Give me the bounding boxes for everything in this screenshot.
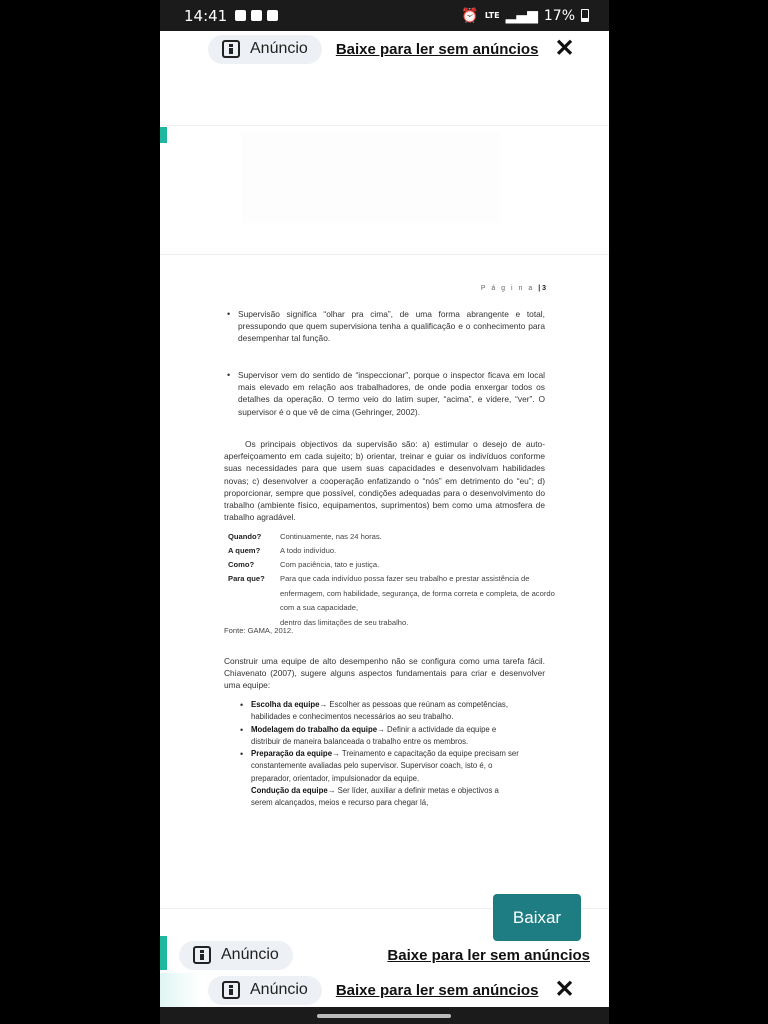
ad-label: Anúncio bbox=[250, 40, 308, 57]
snapchat-icon bbox=[235, 10, 246, 21]
qa-question: Para que? bbox=[228, 574, 265, 583]
list-item bbox=[251, 748, 519, 785]
qa-row bbox=[228, 544, 558, 558]
list-item-title: Condução da equipe bbox=[251, 786, 328, 796]
remove-ads-link[interactable]: Baixe para ler sem anúncios bbox=[335, 981, 539, 999]
ad-bar-middle bbox=[160, 937, 609, 973]
remove-ads-link[interactable]: Baixe para ler sem anúncios bbox=[335, 40, 539, 58]
paragraph-equipe: Construir uma equipe de alto desempenho não se configura como uma tarefa fácil. Chiavenato (2007), sugere alguns aspectos fundamentais para criar e desenvolver uma equipe: bbox=[224, 656, 545, 691]
list-item-text: → Ser líder, auxiliar a definir metas e objectivos a serem alcançados, meios e recurso para chegar lá, bbox=[251, 786, 499, 808]
list-item-title: Modelagem do trabalho da equipe bbox=[251, 724, 378, 734]
qa-row bbox=[228, 558, 558, 572]
qa-answer: Para que cada indivíduo possa fazer seu trabalho e prestar assistência de enfermagem, com habilidade, segurança, de forma correta e completa, de acordo com a sua capacidade, bbox=[280, 574, 555, 612]
alarm-icon: ⏰ bbox=[461, 7, 479, 24]
qa-answer: Continuamente, nas 24 horas. bbox=[280, 532, 382, 541]
list-item bbox=[251, 785, 519, 810]
message-icon bbox=[251, 10, 262, 21]
notification-icons bbox=[235, 10, 278, 21]
page-number-value: | 3 bbox=[538, 285, 546, 292]
paragraph-objectivos: Os principais objectivos da supervisão são: a) estimular o desejo de auto-aperfeiçoamento em cada sujeito; b) orientar, treinar e guiar os indivíduos conforme suas necessidades para que usem suas capacidades e desenvolvam habilidades novas; c) desenvolver a cooperação enfatizando o “nós” em detrimento do “eu”; d) proporcionar, sempre que possível, condições adequadas para o desenvolvimento do trabalho (ambiente físico, equipamentos, suprimentos) bem como uma atmosfera de trabalho agradável. bbox=[224, 439, 545, 523]
download-button[interactable]: Baixar bbox=[493, 894, 581, 941]
page-marker bbox=[160, 127, 167, 143]
list-item bbox=[251, 724, 519, 749]
qa-answer: Com paciência, tato e justiça. bbox=[280, 560, 380, 569]
list-item-text: → Treinamento e capacitação da equipe precisam ser constantemente avaliadas pelo supervisor. Supervisor coach, isto é, o preparador, orientador, impulsionador da equipe. bbox=[251, 749, 519, 783]
team-aspects-list bbox=[251, 699, 519, 810]
list-item-text: → Escolher as pessoas que reúnam as competências, habilidades e conhecimentos necessários ao seu trabalho. bbox=[251, 700, 508, 722]
qa-answer: A todo indivíduo. bbox=[280, 546, 337, 555]
qa-row bbox=[228, 572, 558, 616]
qa-table bbox=[228, 530, 558, 630]
gallery-icon bbox=[267, 10, 278, 21]
battery-icon bbox=[581, 9, 589, 22]
info-icon bbox=[193, 946, 211, 964]
status-right bbox=[461, 8, 589, 24]
qa-question: A quem? bbox=[228, 546, 261, 555]
list-item-title: Preparação da equipe bbox=[251, 749, 333, 759]
battery-percent: 17% bbox=[543, 7, 575, 24]
ad-badge[interactable] bbox=[179, 941, 293, 970]
document-page bbox=[160, 258, 609, 908]
qa-question: Quando? bbox=[228, 532, 262, 541]
info-icon bbox=[222, 40, 240, 58]
ad-badge[interactable] bbox=[208, 35, 322, 64]
bullet-supervisor: • Supervisor vem do sentido de “inspeccionar”, porque o inspector ficava em local mais elevado em relação aos trabalhadores, de onde podia enxergar todos os detalhes da operação. O termo veio do latim super, “acima”, e videre, “ver”. O supervisor é o que vê de cima (Gehringer, 2002). bbox=[238, 369, 545, 418]
qa-row bbox=[228, 530, 558, 544]
list-item-text: → Definir a actividade da equipe e distribuir de maneira balanceada o trabalho entre os membros. bbox=[251, 724, 497, 746]
phone-screen bbox=[160, 0, 609, 1024]
qa-question: Como? bbox=[228, 560, 255, 569]
ad-label: Anúncio bbox=[250, 981, 308, 998]
navigation-bar bbox=[160, 1007, 609, 1024]
lte-icon: LTE bbox=[484, 10, 500, 20]
qa-answer: dentro das limitações de seu trabalho. bbox=[280, 617, 409, 627]
source-citation: Fonte: GAMA, 2012. bbox=[224, 626, 294, 635]
list-item bbox=[251, 699, 519, 724]
remove-ads-link[interactable]: Baixe para ler sem anúncios bbox=[387, 946, 590, 964]
list-item-title: Escolha da equipe bbox=[251, 700, 320, 709]
ad-badge[interactable] bbox=[208, 976, 322, 1005]
page-number bbox=[481, 285, 546, 292]
ad-label: Anúncio bbox=[221, 946, 279, 963]
page-label: P á g i n a bbox=[480, 285, 535, 292]
info-icon bbox=[222, 981, 240, 999]
ad-bar-top bbox=[160, 31, 609, 67]
status-bar bbox=[160, 0, 609, 31]
faded-content bbox=[242, 133, 500, 223]
ad-bar-bottom bbox=[160, 973, 609, 1007]
status-time: 14:41 bbox=[184, 6, 228, 25]
home-gesture-handle[interactable] bbox=[317, 1014, 451, 1018]
signal-icon: ▂▄▆ bbox=[505, 7, 538, 24]
close-icon[interactable]: ✕ bbox=[554, 35, 575, 62]
bullet-supervisao: • Supervisão significa “olhar pra cima”, de uma forma abrangente e total, pressupondo que quem supervisiona tenha a qualificação e o conhecimento para desempenhar tal função. bbox=[238, 308, 545, 345]
close-icon[interactable]: ✕ bbox=[554, 976, 575, 1003]
